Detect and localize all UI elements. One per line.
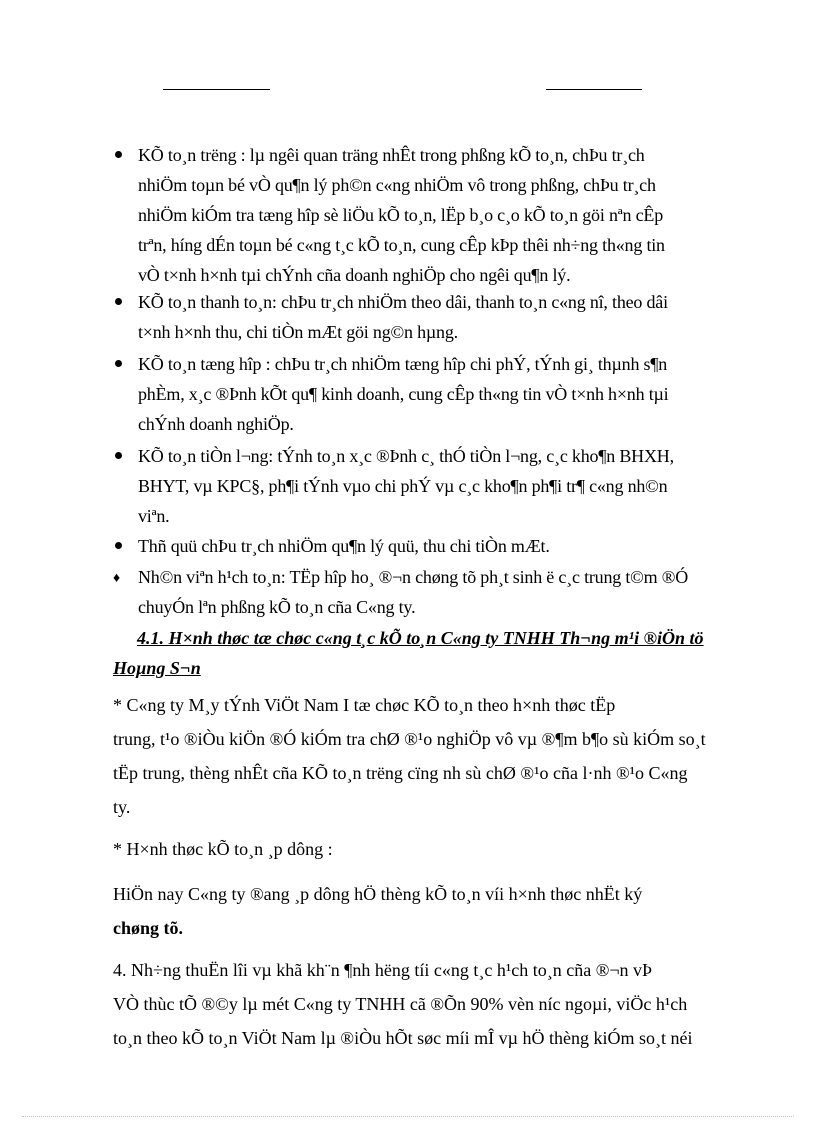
text-line: vÒ t×nh h×nh tµi chÝnh cña doanh nghiÖp cho ngêi qu¶n lý. [138, 265, 571, 285]
text-line: chuyÓn lªn phßng kÕ to¸n cña C«ng ty. [138, 597, 416, 617]
text-line: t×nh h×nh thu, chi tiÒn mÆt göi ng©n hµng. [138, 322, 458, 342]
text-line: phÈm, x¸c ®Þnh kÕt qu¶ kinh doanh, cung cÊp th«ng tin vÒ t×nh h×nh tµi [138, 384, 669, 404]
text-line: trªn, híng dÉn toµn bé c«ng t¸c kÕ to¸n, cung cÊp kÞp thêi nh÷ng th«ng tin [138, 235, 665, 255]
text-line: BHYT, vµ KPC§, ph¶i tÝnh vµo chi phÝ vµ c¸c kho¶n ph¶i tr¶ c«ng nh©n [138, 476, 668, 496]
section-heading-line2: Hoµng S¬n [113, 658, 201, 678]
text-line-bold: chøng tõ. [113, 918, 184, 938]
bullet-item-payment-accountant [138, 287, 738, 347]
top-rule-right [546, 89, 642, 90]
bullet-dot [115, 542, 122, 549]
text-line: chÝnh doanh nghiÖp. [138, 414, 294, 434]
text-line: Thñ quü chÞu tr¸ch nhiÖm qu¶n lý quü, thu chi tiÒn mÆt. [138, 536, 550, 556]
bullet-dot [115, 151, 122, 158]
text-line: VÒ thùc tÕ ®©y lµ mét C«ng ty TNHH cã ®Õn 90% vèn níc ngoµi, viÖc h¹ch [113, 994, 688, 1014]
text-line: HiÖn nay C«ng ty ®ang ¸p dông hÖ thèng kÕ to¸n víi h×nh thøc nhËt ký [113, 884, 643, 904]
text-line: trung, t¹o ®iÒu kiÖn ®Ó kiÓm tra chØ ®¹o nghiÖp vô vµ ®¶m b¶o sù kiÓm so¸t [113, 729, 706, 749]
text-line: 4. Nh÷ng thuËn lîi vµ khã kh¨n ¶nh hëng tíi c«ng t¸c h¹ch to¸n cña ®¬n vÞ [113, 960, 653, 980]
bullet-item-accounting-staff [138, 562, 738, 622]
bullet-item-salary-accountant [138, 441, 738, 531]
bullet-item-treasurer [138, 531, 738, 561]
bullet-item-general-accountant [138, 349, 738, 439]
text-line: * C«ng ty M¸y tÝnh ViÖt Nam I tæ chøc KÕ to¸n theo h×nh thøc tËp [113, 695, 616, 715]
bullet-dot [115, 452, 122, 459]
paragraph-organization [113, 688, 733, 824]
bullet-dot [115, 360, 122, 367]
diamond-bullet-icon: ♦ [113, 571, 121, 586]
text-line: KÕ to¸n tiÒn l¬ng: tÝnh to¸n x¸c ®Þnh c¸ thÓ tiÒn l¬ng, c¸c kho¶n BHXH, [138, 446, 674, 466]
text-line: KÕ to¸n thanh to¸n: chÞu tr¸ch nhiÖm theo dâi, thanh to¸n c«ng nî, theo dâi [138, 292, 668, 312]
text-line: Nh©n viªn h¹ch to¸n: TËp hîp ho¸ ®¬n chøng tõ ph¸t sinh ë c¸c trung t©m ®Ó [138, 567, 689, 587]
paragraph-accounting-form [113, 832, 733, 866]
text-line: KÕ to¸n trëng : lµ ngêi quan träng nhÊt trong phßng kÕ to¸n, chÞu tr¸ch [138, 145, 645, 165]
text-line: KÕ to¸n tæng hîp : chÞu tr¸ch nhiÖm tæng hîp chi phÝ, tÝnh gi¸ thµnh s¶n [138, 354, 668, 374]
text-line: tËp trung, thèng nhÊt cña KÕ to¸n trëng cïng nh sù chØ ®¹o cña l·nh ®¹o C«ng [113, 763, 688, 783]
text-line: nhiÖm toµn bé vÒ qu¶n lý ph©n c«ng nhiÖm vô trong phßng, chÞu tr¸ch [138, 175, 656, 195]
bullet-item-chief-accountant [138, 140, 738, 290]
paragraph-advantages [113, 953, 733, 1055]
text-line: viªn. [138, 506, 170, 526]
text-line: nhiÖm kiÓm tra tæng hîp sè liÖu kÕ to¸n, lËp b¸o c¸o kÕ to¸n göi nªn cÊp [138, 205, 664, 225]
top-rule-left [163, 89, 270, 90]
page-bottom-border [22, 1116, 794, 1117]
text-line: ty. [113, 797, 131, 817]
bullet-dot [115, 298, 122, 305]
text-line: to¸n theo kÕ to¸n ViÖt Nam lµ ®iÒu hÕt søc míi mÎ vµ hÖ thèng kiÓm so¸t néi [113, 1028, 693, 1048]
section-heading-line1: 4.1. H×nh thøc tæ chøc c«ng t¸c kÕ to¸n C«ng ty TNHH Th¬ng m¹i ®iÖn tö [137, 628, 704, 648]
text-line: * H×nh thøc kÕ to¸n ¸p dông : [113, 839, 333, 859]
paragraph-current-system [113, 877, 733, 945]
